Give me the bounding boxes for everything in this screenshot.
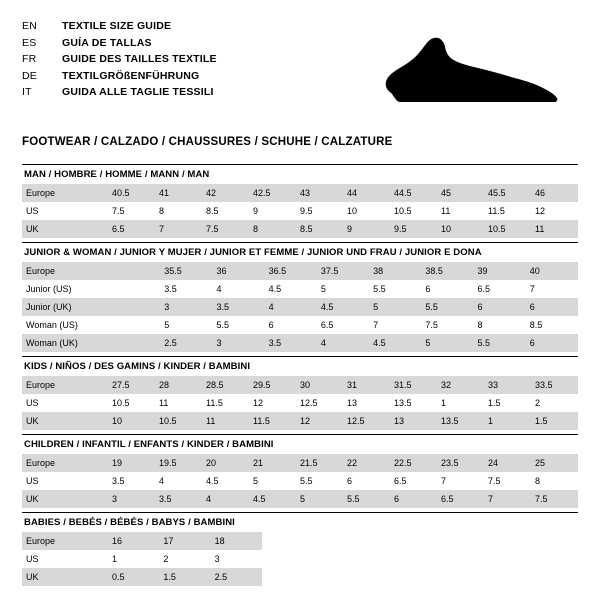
size-cell: 45 xyxy=(437,184,484,202)
size-cell: 24 xyxy=(484,454,531,472)
size-cell: 32 xyxy=(437,376,484,394)
size-cell: 10.5 xyxy=(108,394,155,412)
language-code: EN xyxy=(22,20,37,32)
size-cell: 8.5 xyxy=(296,220,343,238)
size-cell: 4 xyxy=(202,490,249,508)
size-cell: 43 xyxy=(296,184,343,202)
row-label: UK xyxy=(22,412,108,430)
block-title: CHILDREN / INFANTIL / ENFANTS / KINDER / BAMBINI xyxy=(22,434,578,454)
size-cell: 9.5 xyxy=(390,220,437,238)
size-cell: 12.5 xyxy=(296,394,343,412)
language-code: FR xyxy=(22,53,37,65)
size-cell: 41 xyxy=(155,184,202,202)
size-cell: 12 xyxy=(296,412,343,430)
size-cell: 28 xyxy=(155,376,202,394)
size-cell: 8 xyxy=(474,316,526,334)
size-cell: 7 xyxy=(369,316,421,334)
size-cell: 10 xyxy=(437,220,484,238)
size-block-man xyxy=(22,164,578,238)
table-row xyxy=(22,202,578,220)
table-row xyxy=(22,550,262,568)
size-cell: 12 xyxy=(249,394,296,412)
size-cell: 6.5 xyxy=(437,490,484,508)
size-cell: 36.5 xyxy=(265,262,317,280)
size-cell: 19 xyxy=(108,454,155,472)
language-label: TEXTILE SIZE GUIDE xyxy=(62,20,172,32)
table-row xyxy=(22,412,578,430)
size-cell: 8.5 xyxy=(202,202,249,220)
size-cell: 8.5 xyxy=(526,316,578,334)
size-cell: 4.5 xyxy=(317,298,369,316)
size-cell: 17 xyxy=(159,532,210,550)
size-cell: 19.5 xyxy=(155,454,202,472)
size-cell: 22 xyxy=(343,454,390,472)
size-table xyxy=(22,532,262,586)
table-row xyxy=(22,472,578,490)
size-cell: 5.5 xyxy=(421,298,473,316)
size-cell: 4.5 xyxy=(265,280,317,298)
size-cell: 3.5 xyxy=(265,334,317,352)
size-cell: 8 xyxy=(155,202,202,220)
size-cell: 16 xyxy=(108,532,159,550)
size-cell: 6.5 xyxy=(108,220,155,238)
row-label: US xyxy=(22,394,108,412)
table-row xyxy=(22,568,262,586)
size-cell: 5 xyxy=(421,334,473,352)
table-row xyxy=(22,334,578,352)
size-cell: 12.5 xyxy=(343,412,390,430)
language-label: GUIDA ALLE TAGLIE TESSILI xyxy=(62,86,214,98)
category-title: FOOTWEAR / CALZADO / CHAUSSURES / SCHUHE / CALZATURE xyxy=(22,136,393,148)
row-label: Junior (US) xyxy=(22,280,108,298)
size-cell: 1.5 xyxy=(159,568,210,586)
size-cell: 9 xyxy=(343,220,390,238)
size-cell: 27.5 xyxy=(108,376,155,394)
size-cell: 42.5 xyxy=(249,184,296,202)
size-cell: 2 xyxy=(159,550,210,568)
row-label: UK xyxy=(22,568,108,586)
language-label: GUÍA DE TALLAS xyxy=(62,36,152,49)
size-block-kids xyxy=(22,356,578,430)
size-cell: 11.5 xyxy=(202,394,249,412)
size-cell: 10.5 xyxy=(155,412,202,430)
size-cell: 4 xyxy=(155,472,202,490)
block-title: MAN / HOMBRE / HOMME / MANN / MAN xyxy=(22,164,578,184)
size-cell: 7.5 xyxy=(108,202,155,220)
size-cell: 5.5 xyxy=(296,472,343,490)
size-cell: 2.5 xyxy=(160,334,212,352)
size-cell: 44 xyxy=(343,184,390,202)
size-block-junior-woman xyxy=(22,242,578,352)
size-cell: 13 xyxy=(390,412,437,430)
size-cell: 37.5 xyxy=(317,262,369,280)
size-cell: 38.5 xyxy=(421,262,473,280)
language-label: TEXTILGRÖßENFÜHRUNG xyxy=(62,69,200,82)
size-cell: 3.5 xyxy=(108,472,155,490)
size-cell: 30 xyxy=(296,376,343,394)
table-row xyxy=(22,490,578,508)
size-cell: 1 xyxy=(437,394,484,412)
size-cell: 11 xyxy=(202,412,249,430)
size-cell: 18 xyxy=(211,532,262,550)
size-cell: 7.5 xyxy=(421,316,473,334)
size-cell: 33.5 xyxy=(531,376,578,394)
size-cell: 3 xyxy=(211,550,262,568)
size-cell: 6.5 xyxy=(390,472,437,490)
size-cell: 11.5 xyxy=(249,412,296,430)
size-cell xyxy=(108,262,160,280)
size-cell: 5.5 xyxy=(369,280,421,298)
size-cell: 3 xyxy=(212,334,264,352)
size-cell: 11 xyxy=(155,394,202,412)
size-cell: 20 xyxy=(202,454,249,472)
size-cell: 4.5 xyxy=(249,490,296,508)
size-cell: 42 xyxy=(202,184,249,202)
size-cell: 25 xyxy=(531,454,578,472)
row-label: Europe xyxy=(22,184,108,202)
size-cell: 4.5 xyxy=(369,334,421,352)
size-cell: 5 xyxy=(160,316,212,334)
size-table xyxy=(22,454,578,508)
table-row xyxy=(22,376,578,394)
size-cell: 6 xyxy=(265,316,317,334)
size-cell: 8 xyxy=(531,472,578,490)
size-cell: 4.5 xyxy=(202,472,249,490)
size-cell: 10.5 xyxy=(390,202,437,220)
row-label: UK xyxy=(22,220,108,238)
page-header xyxy=(22,18,578,130)
block-title: JUNIOR & WOMAN / JUNIOR Y MUJER / JUNIOR ET FEMME / JUNIOR UND FRAU / JUNIOR E DONA xyxy=(22,242,578,262)
size-cell: 35.5 xyxy=(160,262,212,280)
language-row xyxy=(22,18,217,35)
row-label: Woman (US) xyxy=(22,316,108,334)
row-label: Europe xyxy=(22,262,108,280)
row-label: Europe xyxy=(22,376,108,394)
size-cell: 1.5 xyxy=(484,394,531,412)
size-cell: 0.5 xyxy=(108,568,159,586)
block-title: KIDS / NIÑOS / DES GAMINS / KINDER / BAMBINI xyxy=(22,356,578,376)
size-cell: 10 xyxy=(343,202,390,220)
size-cell: 31.5 xyxy=(390,376,437,394)
size-table xyxy=(22,262,578,352)
size-cell: 6 xyxy=(526,298,578,316)
language-code: ES xyxy=(22,36,37,49)
size-cell: 5 xyxy=(317,280,369,298)
language-row xyxy=(22,51,217,68)
size-cell: 5 xyxy=(296,490,343,508)
size-cell: 39 xyxy=(474,262,526,280)
size-cell: 21 xyxy=(249,454,296,472)
language-row xyxy=(22,84,217,101)
size-cell xyxy=(108,334,160,352)
size-cell: 9 xyxy=(249,202,296,220)
size-cell: 6.5 xyxy=(474,280,526,298)
table-row xyxy=(22,532,262,550)
table-row xyxy=(22,184,578,202)
size-cell: 6 xyxy=(474,298,526,316)
size-cell: 3 xyxy=(160,298,212,316)
size-table xyxy=(22,184,578,238)
row-label: US xyxy=(22,550,108,568)
size-cell: 3 xyxy=(108,490,155,508)
size-cell: 29.5 xyxy=(249,376,296,394)
size-cell: 1 xyxy=(484,412,531,430)
size-cell: 11 xyxy=(437,202,484,220)
table-row xyxy=(22,280,578,298)
size-cell: 23.5 xyxy=(437,454,484,472)
size-cell: 11.5 xyxy=(484,202,531,220)
size-block-children xyxy=(22,434,578,508)
size-cell: 5.5 xyxy=(474,334,526,352)
size-cell: 4 xyxy=(265,298,317,316)
size-cell: 5.5 xyxy=(212,316,264,334)
size-cell: 4 xyxy=(212,280,264,298)
size-cell: 7 xyxy=(526,280,578,298)
row-label: UK xyxy=(22,490,108,508)
language-row xyxy=(22,35,217,52)
size-cell: 33 xyxy=(484,376,531,394)
size-cell: 3.5 xyxy=(160,280,212,298)
size-cell: 13 xyxy=(343,394,390,412)
block-title: BABIES / BEBÉS / BÉBÉS / BABYS / BAMBINI xyxy=(22,512,578,532)
size-cell: 7 xyxy=(437,472,484,490)
size-cell: 7.5 xyxy=(531,490,578,508)
language-code: IT xyxy=(22,86,32,98)
size-cell: 38 xyxy=(369,262,421,280)
size-cell xyxy=(108,280,160,298)
size-cell: 12 xyxy=(531,202,578,220)
size-cell: 7 xyxy=(155,220,202,238)
row-label: Europe xyxy=(22,454,108,472)
table-row xyxy=(22,262,578,280)
size-cell: 21.5 xyxy=(296,454,343,472)
size-cell: 3.5 xyxy=(155,490,202,508)
footer-spacer xyxy=(22,590,578,600)
size-cell: 6 xyxy=(421,280,473,298)
language-list xyxy=(22,18,217,101)
size-cell: 2 xyxy=(531,394,578,412)
size-cell: 22.5 xyxy=(390,454,437,472)
table-row xyxy=(22,220,578,238)
size-cell: 4 xyxy=(317,334,369,352)
size-cell: 28.5 xyxy=(202,376,249,394)
size-cell: 8 xyxy=(249,220,296,238)
size-cell: 5.5 xyxy=(343,490,390,508)
size-cell: 10 xyxy=(108,412,155,430)
language-code: DE xyxy=(22,69,37,82)
row-label: US xyxy=(22,472,108,490)
table-row xyxy=(22,454,578,472)
size-cell: 5 xyxy=(369,298,421,316)
size-cell: 11 xyxy=(531,220,578,238)
row-label: Europe xyxy=(22,532,108,550)
size-cell: 13.5 xyxy=(390,394,437,412)
size-cell: 13.5 xyxy=(437,412,484,430)
size-cell: 7 xyxy=(484,490,531,508)
size-cell: 5 xyxy=(249,472,296,490)
dress-shoe-icon xyxy=(382,32,572,104)
size-cell: 45.5 xyxy=(484,184,531,202)
size-cell: 1.5 xyxy=(531,412,578,430)
size-cell: 46 xyxy=(531,184,578,202)
size-cell: 6 xyxy=(343,472,390,490)
size-cell: 7.5 xyxy=(202,220,249,238)
size-cell: 9.5 xyxy=(296,202,343,220)
size-table xyxy=(22,376,578,430)
size-cell: 6.5 xyxy=(317,316,369,334)
size-cell xyxy=(108,316,160,334)
table-row xyxy=(22,298,578,316)
size-cell: 1 xyxy=(108,550,159,568)
row-label: Junior (UK) xyxy=(22,298,108,316)
size-cell: 36 xyxy=(212,262,264,280)
size-cell: 3.5 xyxy=(212,298,264,316)
size-cell: 31 xyxy=(343,376,390,394)
size-cell: 10.5 xyxy=(484,220,531,238)
size-cell: 6 xyxy=(390,490,437,508)
size-cell xyxy=(108,298,160,316)
size-cell: 44.5 xyxy=(390,184,437,202)
size-cell: 7.5 xyxy=(484,472,531,490)
size-cell: 40.5 xyxy=(108,184,155,202)
language-label: GUIDE DES TAILLES TEXTILE xyxy=(62,53,217,65)
language-row xyxy=(22,68,217,85)
row-label: Woman (UK) xyxy=(22,334,108,352)
row-label: US xyxy=(22,202,108,220)
table-row xyxy=(22,316,578,334)
size-cell: 2.5 xyxy=(211,568,262,586)
size-block-babies xyxy=(22,512,578,586)
size-cell: 6 xyxy=(526,334,578,352)
size-cell: 40 xyxy=(526,262,578,280)
table-row xyxy=(22,394,578,412)
